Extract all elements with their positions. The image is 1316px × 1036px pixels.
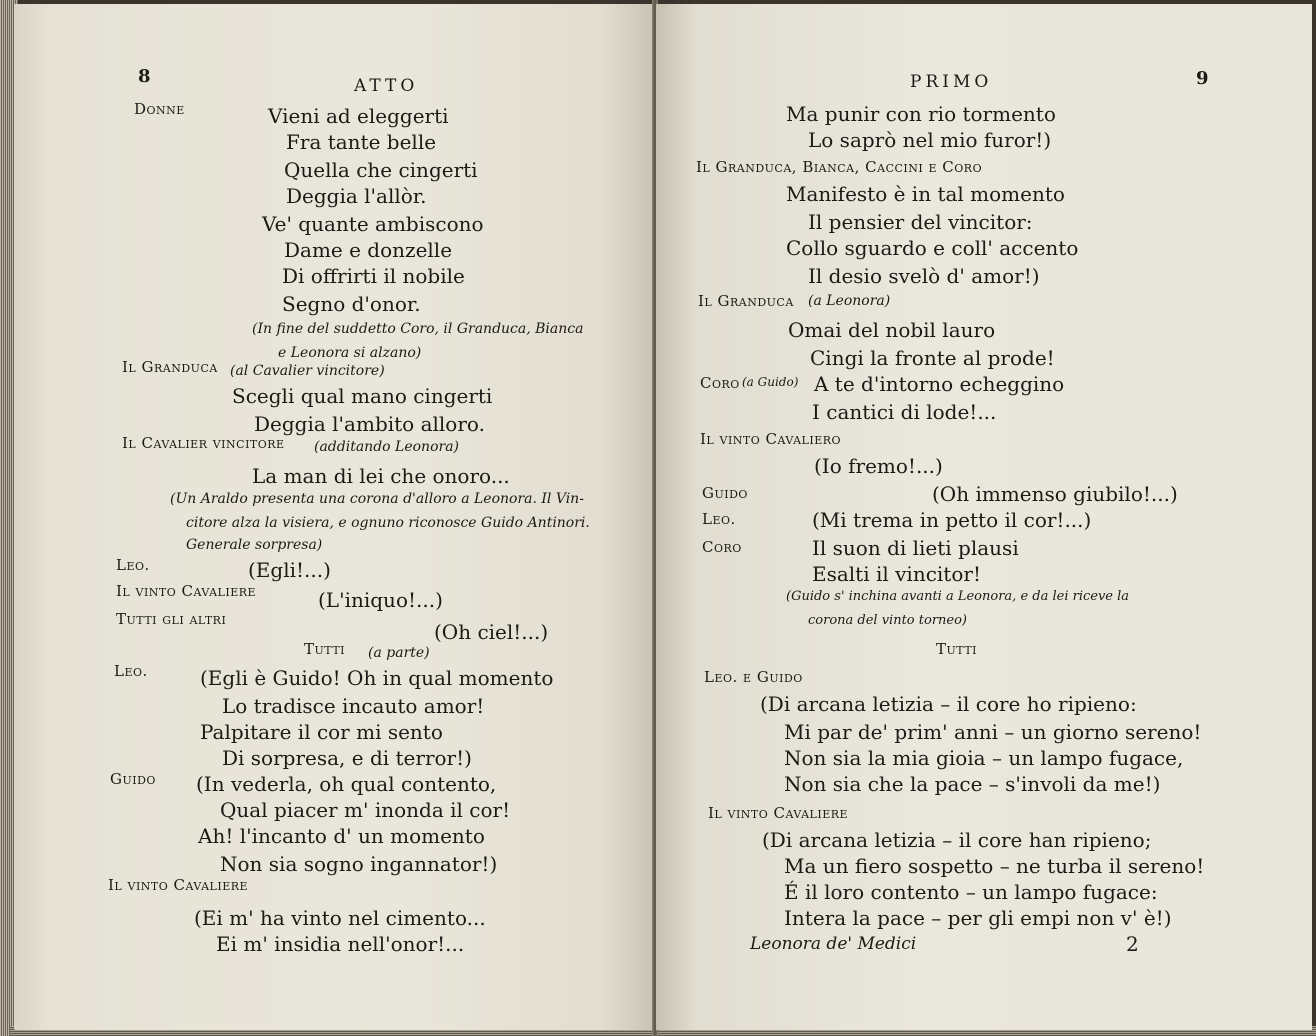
verse-line: Non sia sogno ingannator!) — [220, 852, 498, 876]
stage-direction: citore alza la visiera, e ognuno riconosce Guido Antinori. — [186, 515, 590, 531]
speaker: Il Granduca — [122, 358, 218, 376]
stage-direction: (a Guido) — [742, 375, 799, 389]
stage-direction: e Leonora si alzano) — [278, 345, 422, 361]
verse-line: Ve' quante ambiscono — [262, 212, 484, 236]
speaker: Il vinto Cavaliere — [116, 582, 257, 600]
signature-line: Leonora de' Medici — [750, 934, 917, 954]
stage-direction: (Guido s' inchina avanti a Leonora, e da lei riceve la — [786, 589, 1130, 604]
speaker: Leo. — [116, 556, 150, 574]
stage-direction: Generale sorpresa) — [186, 537, 323, 553]
verse-line: Ma un fiero sospetto – ne turba il sereno! — [784, 854, 1205, 878]
verse-line: Intera la pace – per gli empi non v' è!) — [784, 906, 1172, 930]
verse-line: Lo saprò nel mio furor!) — [808, 128, 1052, 152]
verse-line: I cantici di lode!... — [812, 400, 997, 424]
stage-direction: corona del vinto torneo) — [808, 613, 967, 628]
verse-line: Di sorpresa, e di terror!) — [222, 746, 472, 770]
speaker: Coro — [700, 374, 740, 392]
verse-line: Di offrirti il nobile — [282, 264, 465, 288]
verse-line: (Di arcana letizia – il core han ripieno; — [762, 828, 1152, 852]
verse-line: Cingi la fronte al prode! — [810, 346, 1055, 370]
verse-line: (In vederla, oh qual contento, — [196, 772, 497, 796]
speaker: Tutti — [304, 640, 345, 658]
running-head: ATTO — [354, 76, 419, 96]
speaker: Il vinto Cavaliere — [108, 876, 249, 894]
stage-direction: (Un Araldo presenta una corona d'alloro a Leonora. Il Vin- — [170, 491, 584, 507]
page-number: 9 — [1196, 68, 1209, 89]
verse-line: Manifesto è in tal momento — [786, 182, 1065, 206]
verse-line: Ei m' insidia nell'onor!... — [216, 932, 465, 956]
stage-direction: (al Cavalier vincitore) — [230, 363, 385, 379]
verse-line: Deggia l'allòr. — [286, 184, 427, 208]
verse-line: Palpitare il cor mi sento — [200, 720, 443, 744]
right-page — [656, 4, 1312, 1030]
verse-line: Ah! l'incanto d' un momento — [198, 824, 485, 848]
verse-line: (Di arcana letizia – il core ho ripieno: — [760, 692, 1137, 716]
speaker: Tutti — [936, 640, 977, 658]
verse-line: (Mi trema in petto il cor!...) — [812, 508, 1092, 532]
verse-line: Segno d'onor. — [282, 292, 421, 316]
verse-line: Scegli qual mano cingerti — [232, 384, 493, 408]
verse-line: La man di lei che onoro... — [252, 464, 510, 488]
verse-line: (Egli!...) — [248, 558, 331, 582]
speaker: Donne — [134, 100, 185, 118]
verse-line: Quella che cingerti — [284, 158, 478, 182]
verse-line: Collo sguardo e coll' accento — [786, 236, 1079, 260]
verse-line: Vieni ad eleggerti — [268, 104, 449, 128]
verse-line: (Egli è Guido! Oh in qual momento — [200, 666, 554, 690]
verse-line: (Ei m' ha vinto nel cimento... — [194, 906, 486, 930]
verse-line: (Oh immenso giubilo!...) — [932, 482, 1178, 506]
verse-line: Mi par de' prim' anni – un giorno sereno! — [784, 720, 1202, 744]
verse-line: (Oh ciel!...) — [434, 620, 549, 644]
verse-line: É il loro contento – un lampo fugace: — [784, 880, 1158, 904]
verse-line: Ma punir con rio tormento — [786, 102, 1056, 126]
stage-direction: (a Leonora) — [808, 293, 891, 309]
verse-line: Deggia l'ambito alloro. — [254, 412, 485, 436]
running-head: PRIMO — [910, 72, 993, 92]
speaker: Il Granduca — [698, 292, 794, 310]
speaker: Il vinto Cavaliero — [700, 430, 842, 448]
speaker: Coro — [702, 538, 742, 556]
speaker: Il Granduca, Bianca, Caccini e Coro — [696, 158, 983, 176]
verse-line: Fra tante belle — [286, 130, 437, 154]
verse-line: Non sia la mia gioia – un lampo fugace, — [784, 746, 1184, 770]
verse-line: Dame e donzelle — [284, 238, 453, 262]
verse-line: Il desio svelò d' amor!) — [808, 264, 1040, 288]
speaker: Guido — [702, 484, 748, 502]
speaker: Guido — [110, 770, 156, 788]
verse-line: Il pensier del vincitor: — [808, 210, 1033, 234]
verse-line: Non sia che la pace – s'involi da me!) — [784, 772, 1161, 796]
verse-line: Omai del nobil lauro — [788, 318, 996, 342]
speaker: Tutti gli altri — [116, 610, 227, 628]
speaker: Leo. — [702, 510, 736, 528]
verse-line: Qual piacer m' inonda il cor! — [220, 798, 511, 822]
verse-line: Lo tradisce incauto amor! — [222, 694, 485, 718]
stage-direction: (In fine del suddetto Coro, il Granduca, Bianca — [252, 321, 584, 337]
speaker: Il Cavalier vincitore — [122, 434, 285, 452]
signature-mark: 2 — [1126, 932, 1139, 956]
verse-line: (L'iniquo!...) — [318, 588, 443, 612]
speaker: Il vinto Cavaliere — [708, 804, 849, 822]
left-page — [14, 4, 654, 1030]
speaker: Leo. e Guido — [704, 668, 803, 686]
stage-direction: (additando Leonora) — [314, 439, 459, 455]
verse-line: Il suon di lieti plausi — [812, 536, 1019, 560]
stage-direction: (a parte) — [368, 645, 430, 661]
speaker: Leo. — [114, 662, 148, 680]
verse-line: Esalti il vincitor! — [812, 562, 981, 586]
page-number: 8 — [138, 66, 151, 87]
verse-line: A te d'intorno echeggino — [814, 372, 1065, 396]
verse-line: (Io fremo!...) — [814, 454, 943, 478]
